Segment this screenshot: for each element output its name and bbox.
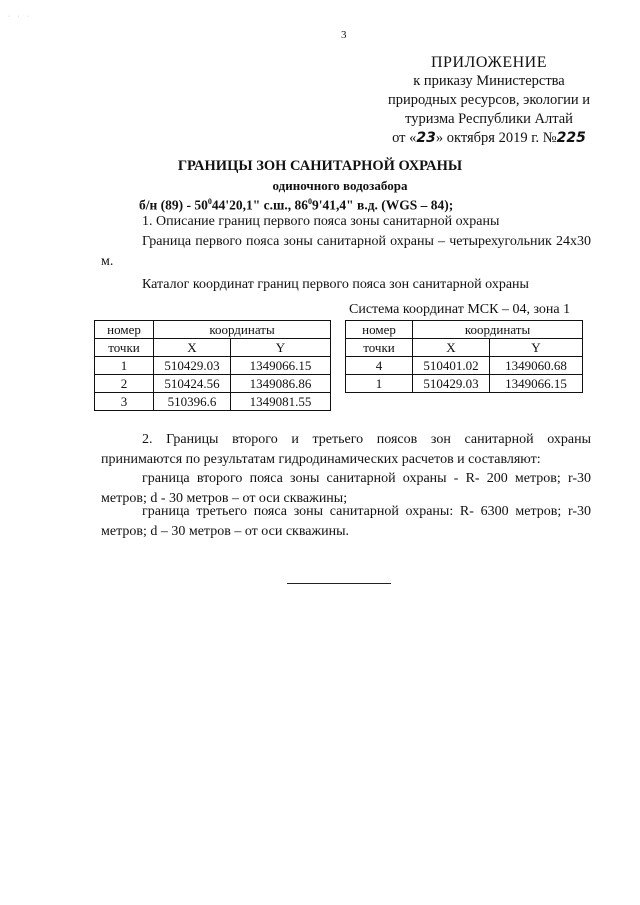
header-point: точки (95, 339, 154, 357)
coords-part-a: б/н (89) - 50 (139, 197, 208, 213)
date-prefix: от « (392, 130, 417, 146)
section-2-second-zone: граница второго пояса зоны санитарной охраны - R- 200 метров; r-30 метров; d - 30 метров – от оси скважины; (101, 471, 591, 506)
cell-point: 1 (346, 375, 413, 393)
section-2-intro: 2. Границы второго и третьего поясов зон санитарной охраны принимаются по результатам гидродинамических расчетов и составляют: (101, 432, 591, 467)
cell-point: 1 (95, 357, 154, 375)
cell-x: 510396.6 (154, 393, 231, 411)
cell-point: 3 (95, 393, 154, 411)
cell-point: 2 (95, 375, 154, 393)
header-x: X (154, 339, 231, 357)
coordinates-table-left (94, 320, 331, 411)
date-suffix: » октября 2019 г. № (435, 130, 557, 146)
section-2-third-zone: граница третьего пояса зоны санитарной охраны: R- 6300 метров; r-30 метров; d – 30 метров – от оси скважины. (101, 504, 591, 539)
coordinate-system: Система координат МСК – 04, зона 1 (349, 302, 571, 317)
document-title: ГРАНИЦЫ ЗОН САНИТАРНОЙ ОХРАНЫ (177, 158, 463, 174)
header-point-number: номер (346, 321, 413, 339)
appendix-line-3: туризма Республики Алтай (405, 111, 573, 127)
appendix-title: ПРИЛОЖЕНИЕ (430, 54, 547, 71)
cell-y: 1349066.15 (231, 357, 331, 375)
cell-y: 1349086.86 (231, 375, 331, 393)
appendix-line-2: природных ресурсов, экологии и (387, 92, 591, 108)
header-point-number: номер (95, 321, 154, 339)
header-x: X (413, 339, 490, 357)
cell-y: 1349060.68 (490, 357, 583, 375)
handwritten-order-number: 225 (556, 130, 586, 146)
cell-point: 4 (346, 357, 413, 375)
header-y: Y (231, 339, 331, 357)
coords-part-c: 9'41,4" в.д. (WGS – 84); (312, 197, 454, 213)
table-row (95, 375, 331, 393)
table-row (346, 357, 583, 375)
cell-x: 510401.02 (413, 357, 490, 375)
document-subtitle: одиночного водозабора (272, 178, 408, 193)
cell-x: 510429.03 (154, 357, 231, 375)
section-1-heading: 1. Описание границ первого пояса зоны санитарной охраны (142, 214, 500, 229)
scan-speck: · · · (8, 14, 32, 20)
catalog-title: Каталог координат границ первого пояса зон санитарной охраны (142, 277, 529, 292)
table-row (95, 357, 331, 375)
page-number: 3 (341, 29, 347, 41)
section-1-text: Граница первого пояса зоны санитарной охраны – четырехугольник 24х30 м. (101, 234, 591, 269)
table-row (95, 393, 331, 411)
cell-x: 510424.56 (154, 375, 231, 393)
coordinates-table-right (345, 320, 583, 393)
appendix-line-1: к приказу Министерства (413, 73, 565, 89)
well-coordinates (139, 197, 453, 214)
header-y: Y (490, 339, 583, 357)
cell-y: 1349081.55 (231, 393, 331, 411)
coords-degree-b: 0 (308, 197, 313, 206)
appendix-header (384, 53, 594, 148)
cell-x: 510429.03 (413, 375, 490, 393)
table-row (346, 375, 583, 393)
cell-y: 1349066.15 (490, 375, 583, 393)
header-coordinates: координаты (413, 321, 583, 339)
handwritten-day: 23 (416, 130, 436, 146)
coords-degree-a: 0 (207, 197, 212, 206)
header-point: точки (346, 339, 413, 357)
closing-divider (287, 583, 391, 584)
appendix-date-line (384, 129, 594, 148)
coords-part-b: 44'20,1" с.ш., 86 (211, 197, 309, 213)
header-coordinates: координаты (154, 321, 331, 339)
